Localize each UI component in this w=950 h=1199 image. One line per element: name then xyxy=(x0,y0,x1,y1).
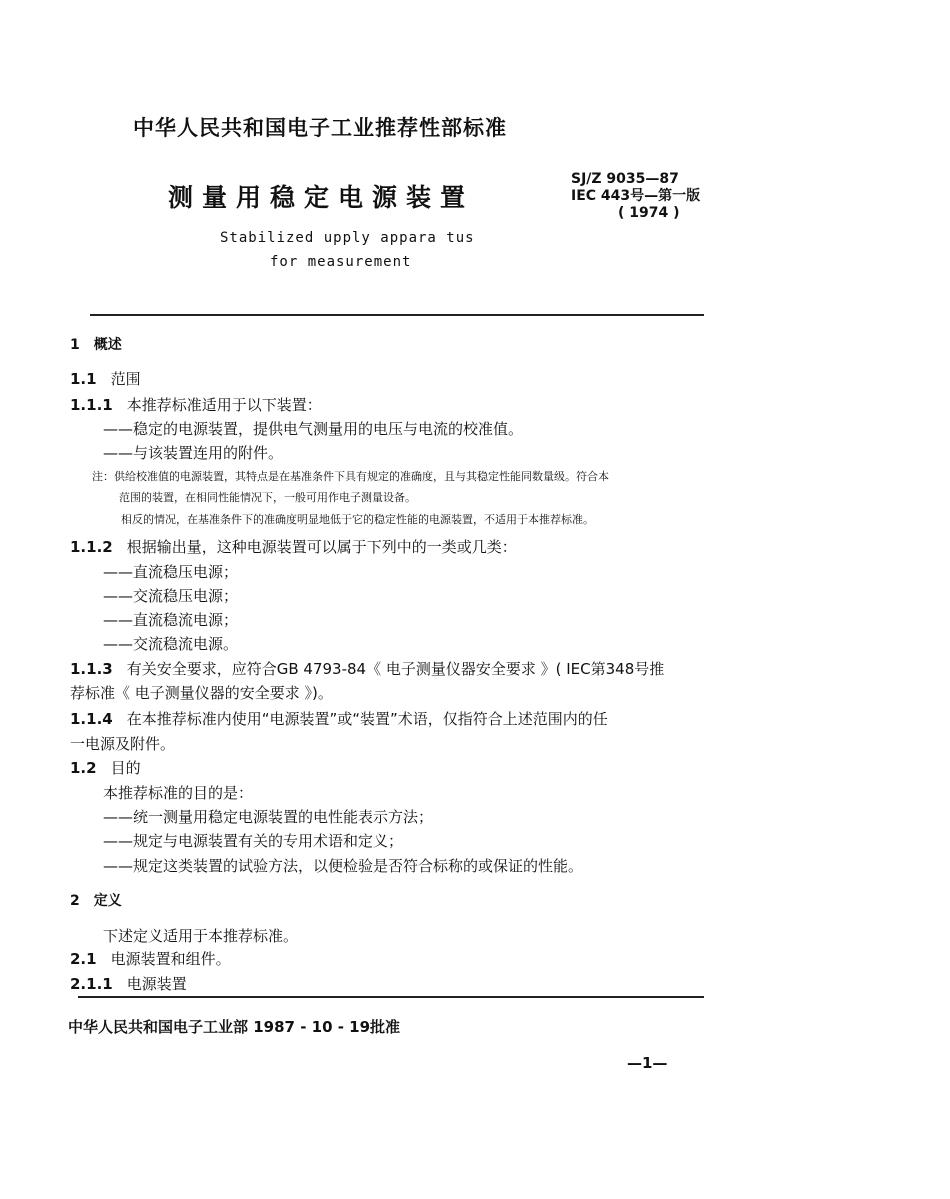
section-1-2-heading: 1.2 目的 xyxy=(70,759,141,777)
section-1-1-4: 1.1.4 在本推荐标准内使用“电源装置”或“装置”术语，仅指符合上述范围内的任 xyxy=(70,710,608,728)
list-item: ——直流稳压电源； xyxy=(103,563,239,581)
section-2-heading: 2 定义 xyxy=(70,893,122,909)
english-title-line2: for measurement xyxy=(270,254,412,270)
section-1-1-heading: 1.1 范围 xyxy=(70,370,141,388)
list-item: ——直流稳流电源； xyxy=(103,611,239,629)
section-1-2-intro: 本推荐标准的目的是： xyxy=(103,784,254,802)
iec-year: ( 1974 ) xyxy=(618,205,680,221)
section-1-1-3: 1.1.3 有关安全要求，应符合GB 4793-84《 电子测量仪器安全要求 》( IEC第348号推 xyxy=(70,660,665,678)
document-title: 测量用稳定电源装置 xyxy=(168,183,475,212)
list-item: ——稳定的电源装置，提供电气测量用的电压与电流的校准值。 xyxy=(103,420,524,438)
english-title-line1: Stabilized upply appara tus xyxy=(220,230,475,246)
page-number: —1— xyxy=(627,1054,668,1072)
section-1-1-4-continued: 一电源及附件。 xyxy=(70,735,176,753)
list-item: ——规定这类装置的试验方法，以便检验是否符合标称的或保证的性能。 xyxy=(103,857,584,875)
section-1-heading: 1 概述 xyxy=(70,337,122,353)
approval-line: 中华人民共和国电子工业部 1987 - 10 - 19批准 xyxy=(68,1018,401,1036)
issuing-organization: 中华人民共和国电子工业推荐性部标准 xyxy=(133,116,507,140)
standard-number: SJ/Z 9035—87 xyxy=(571,171,679,187)
footer-divider xyxy=(78,996,704,998)
section-1-1-1: 1.1.1 本推荐标准适用于以下装置： xyxy=(70,396,322,414)
section-1-1-3-continued: 荐标准《 电子测量仪器的安全要求 》)。 xyxy=(70,684,333,702)
note-line: 范围的装置，在相同性能情况下，一般可用作电子测量设备。 xyxy=(119,491,416,504)
note-line: 注：供给校准值的电源装置，其特点是在基准条件下具有规定的准确度，且与其稳定性能同数量级。符合本 xyxy=(92,470,609,483)
list-item: ——规定与电源装置有关的专用术语和定义； xyxy=(103,832,404,850)
section-1-1-2: 1.1.2 根据输出量，这种电源装置可以属于下列中的一类或几类： xyxy=(70,538,517,556)
iec-reference: IEC 443号—第一版 xyxy=(571,188,701,204)
note-line: 相反的情况，在基准条件下的准确度明显地低于它的稳定性能的电源装置，不适用于本推荐标准。 xyxy=(121,513,594,526)
list-item: ——与该装置连用的附件。 xyxy=(103,444,284,462)
section-2-1-heading: 2.1 电源装置和组件。 xyxy=(70,950,231,968)
list-item: ——交流稳流电源。 xyxy=(103,635,239,653)
section-2-intro: 下述定义适用于本推荐标准。 xyxy=(103,927,299,945)
header-divider xyxy=(90,314,704,316)
section-2-1-1-heading: 2.1.1 电源装置 xyxy=(70,975,187,993)
list-item: ——交流稳压电源； xyxy=(103,587,239,605)
list-item: ——统一测量用稳定电源装置的电性能表示方法； xyxy=(103,808,434,826)
